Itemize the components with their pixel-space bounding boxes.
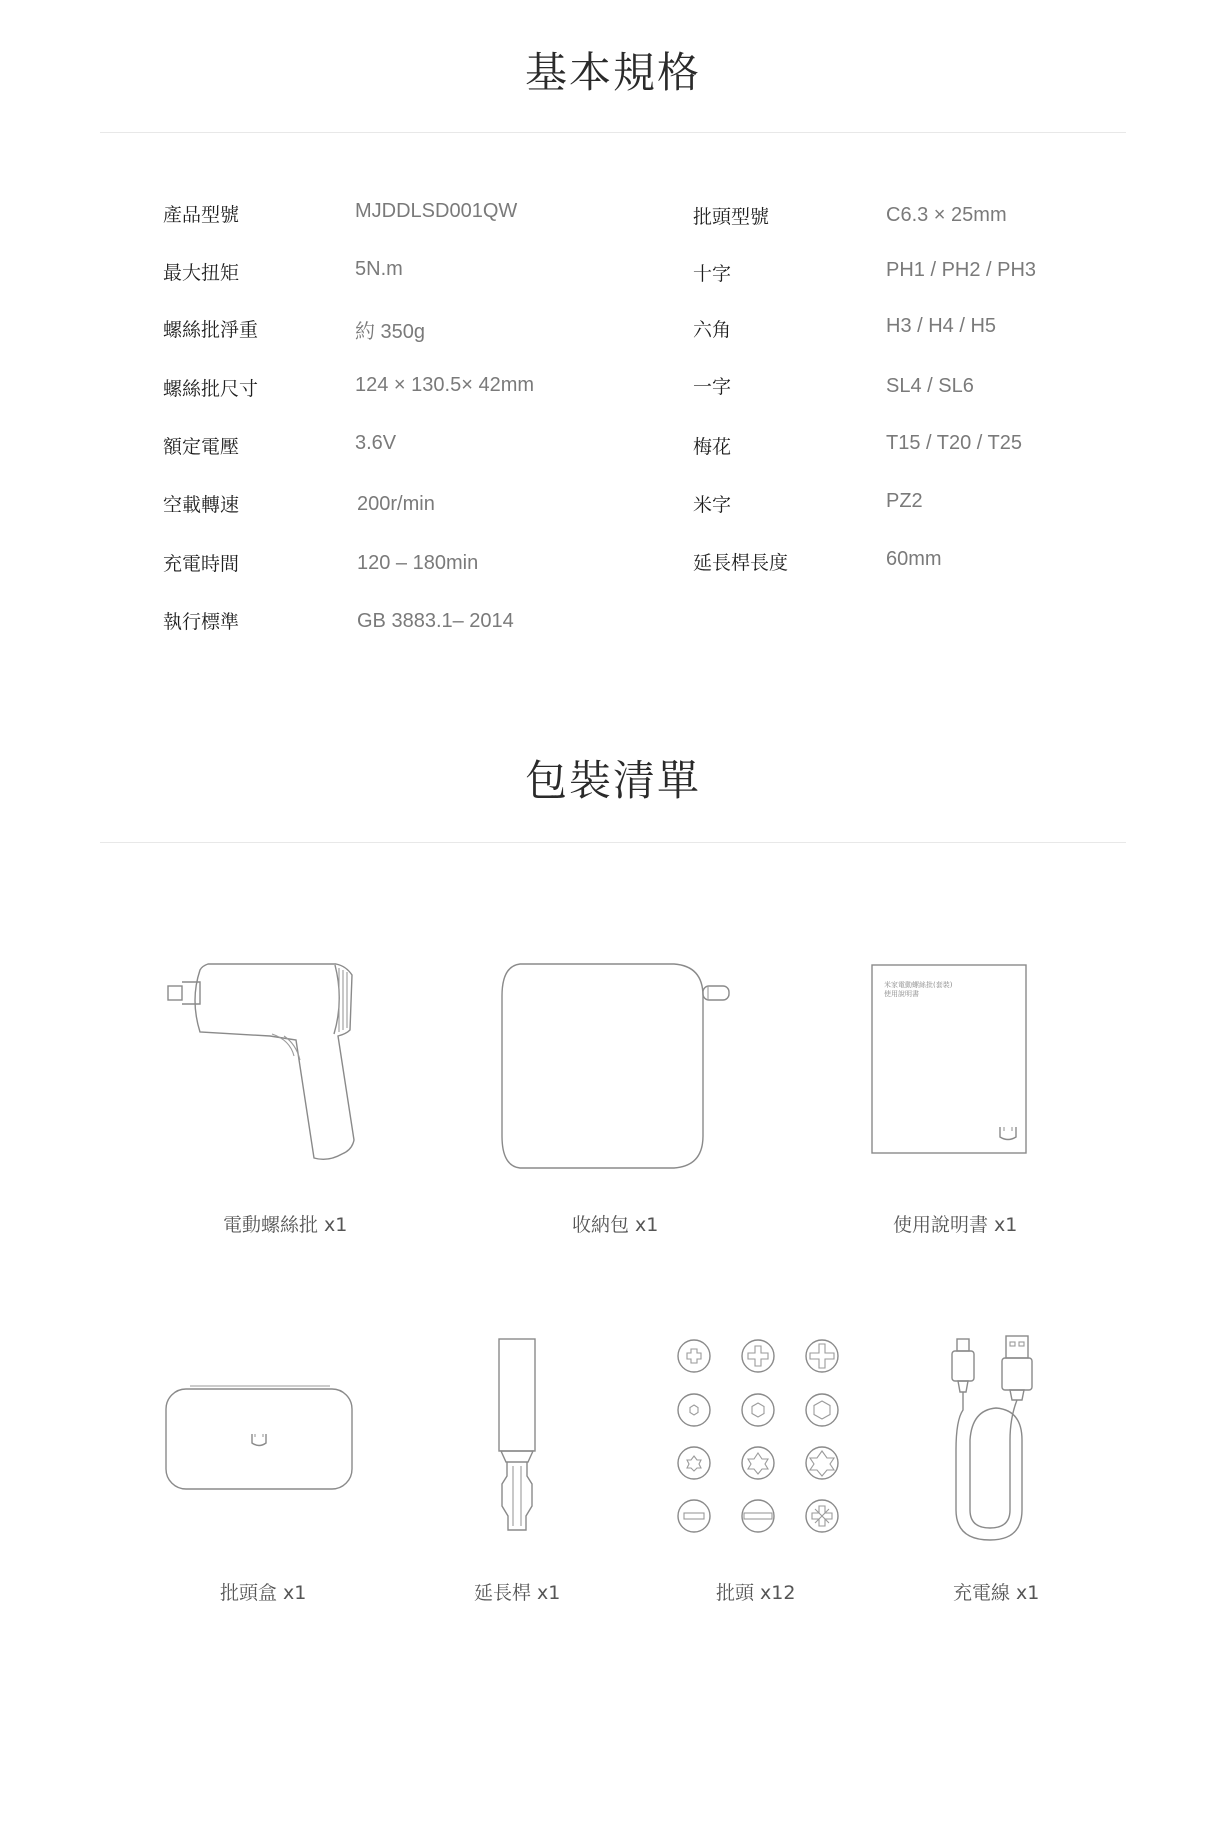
package-caption: 批頭 x12	[716, 1582, 796, 1604]
spec-value: 200r/min	[357, 493, 435, 515]
spec-label: 一字	[693, 376, 732, 398]
spec-label: 梅花	[693, 436, 732, 458]
spec-label: 六角	[693, 319, 732, 341]
spec-value: 3.6V	[355, 432, 397, 454]
spec-label: 十字	[693, 263, 732, 285]
spec-value: H3 / H4 / H5	[886, 315, 997, 337]
spec-label: 空載轉速	[163, 494, 240, 516]
package-caption: 使用說明書 x1	[893, 1214, 1018, 1236]
spec-label: 充電時間	[163, 553, 240, 575]
spec-label: 螺絲批尺寸	[163, 378, 259, 400]
spec-value: PH1 / PH2 / PH3	[886, 259, 1037, 281]
spec-value: 124 × 130.5× 42mm	[355, 374, 535, 396]
spec-value: SL4 / SL6	[886, 375, 974, 397]
spec-label: 執行標準	[163, 611, 240, 633]
spec-value: 約 350g	[355, 321, 426, 343]
specs-title: 基本規格	[524, 48, 701, 97]
spec-label: 延長桿長度	[693, 552, 789, 574]
package-caption: 延長桿 x1	[474, 1582, 561, 1604]
spec-label: 批頭型號	[693, 206, 770, 228]
manual-cover-line1: 米家電動螺絲批(套裝)	[884, 981, 953, 989]
package-caption: 收納包 x1	[572, 1214, 659, 1236]
spec-label: 產品型號	[163, 204, 240, 226]
spec-label: 螺絲批淨重	[163, 319, 259, 341]
spec-label: 米字	[693, 494, 732, 516]
spec-value: PZ2	[886, 490, 923, 512]
spec-value: C6.3 × 25mm	[886, 204, 1007, 226]
package-caption: 電動螺絲批 x1	[223, 1214, 348, 1236]
package-caption: 充電線 x1	[953, 1582, 1040, 1604]
package-title: 包裝清單	[524, 756, 701, 805]
spec-value: 120 – 180min	[357, 552, 479, 574]
spec-value: GB 3883.1– 2014	[357, 610, 514, 632]
spec-label: 最大扭矩	[163, 262, 240, 284]
spec-value: T15 / T20 / T25	[886, 432, 1023, 454]
manual-cover-line2: 使用說明書	[884, 990, 919, 998]
spec-value: 60mm	[886, 548, 942, 570]
package-caption: 批頭盒 x1	[220, 1582, 307, 1604]
spec-value: MJDDLSD001QW	[355, 200, 518, 222]
spec-label: 額定電壓	[163, 436, 240, 458]
spec-value: 5N.m	[355, 258, 403, 280]
